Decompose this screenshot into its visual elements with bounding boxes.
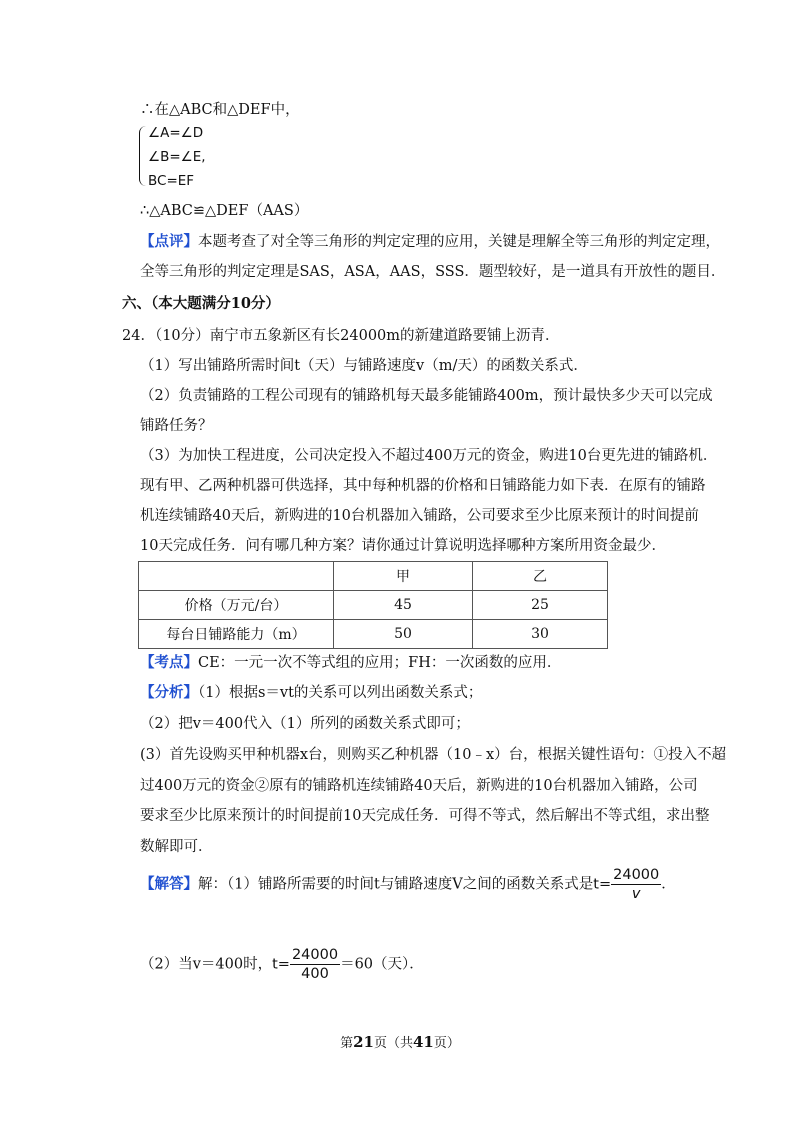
question-24-stem: 24．（10分）南宁市五象新区有长24000m的新建道路要铺上沥青． — [122, 328, 560, 344]
table-cell: 价格（万元/台） — [139, 591, 334, 620]
table-header-cell — [139, 562, 334, 591]
key-points-tag: 【考点】 — [140, 654, 198, 671]
question-part-3-line-4: 10天完成任务．问有哪几种方案？请你通过计算说明选择哪种方案所用资金最少． — [140, 538, 666, 554]
fraction-numerator: 24000 — [291, 947, 339, 963]
analysis-text-1: （1）根据s＝vt的关系可以列出函数关系式； — [198, 685, 483, 701]
question-part-2-line-1: （2）负责铺路的工程公司现有的铺路机每天最多能铺路400m，预计最快多少天可以完成 — [140, 388, 713, 404]
question-part-3-line-1: （3）为加快工程进度，公司决定投入不超过400万元的资金，购进10台更先进的铺路机． — [140, 448, 718, 464]
analysis-line-1 — [140, 683, 482, 703]
fraction-24000-over-400 — [290, 946, 340, 983]
machine-comparison-table — [138, 561, 608, 649]
analysis-tag: 【分析】 — [140, 684, 198, 701]
footer-prefix: 第 — [340, 1036, 354, 1051]
table-row — [139, 620, 608, 649]
analysis-line-5: 要求至少比原来预计的时间提前10天完成任务．可得不等式，然后解出不等式组，求出整 — [140, 808, 710, 824]
fraction-numerator: 24000 — [613, 867, 660, 883]
equation-lhs: t= — [272, 956, 290, 973]
condition-side-bc: BC=EF — [148, 173, 195, 189]
table-cell: 30 — [473, 620, 608, 649]
review-tag: 【点评】 — [140, 233, 198, 250]
question-part-1: （1）写出铺路所需时间t（天）与铺路速度v（m/天）的函数关系式． — [140, 358, 588, 374]
answer-tag: 【解答】 — [140, 875, 198, 893]
total-page-count: 41 — [413, 1033, 434, 1051]
proof-line-1: ∴在△ABC和△DEF中， — [140, 102, 300, 118]
review-paragraph-2: 全等三角形的判定定理是SAS，ASA，AAS，SSS．题型较好，是一道具有开放性的题目． — [140, 264, 726, 280]
table-header-cell: 甲 — [334, 562, 473, 591]
analysis-line-3: (3）首先设购买甲种机器x台，则购买乙种机器（10﹣x）台，根据关键性语句：①投入不超 — [140, 747, 727, 763]
table-cell: 每台日铺路能力（m） — [139, 620, 334, 649]
footer-mid: 页（共 — [373, 1036, 413, 1051]
system-brace — [139, 126, 146, 186]
proof-conclusion: ∴△ABC≌△DEF（AAS） — [140, 203, 309, 219]
fraction-denominator: 400 — [301, 966, 329, 982]
answer-line-1 — [140, 866, 676, 903]
answer-line-2-end: ＝60（天）． — [340, 956, 424, 973]
answer-text-2: （2）当v＝400时， — [140, 956, 273, 973]
condition-angle-a: ∠A=∠D — [148, 125, 204, 141]
table-cell: 50 — [334, 620, 473, 649]
table-cell: 45 — [334, 591, 473, 620]
key-points-text: CE：一元一次不等式组的应用；FH：一次函数的应用． — [198, 655, 562, 671]
condition-angle-b: ∠B=∠E, — [148, 149, 206, 165]
answer-text-1: 解：（1）铺路所需要的时间t与铺路速度V之间的函数关系式是 — [198, 876, 594, 893]
table-header-cell: 乙 — [473, 562, 608, 591]
review-paragraph-1 — [140, 232, 720, 252]
table-header-row — [139, 562, 608, 591]
footer-suffix: 页） — [433, 1036, 460, 1051]
fraction-denominator: v — [631, 886, 641, 902]
question-part-3-line-3: 机连续铺路40天后，新购进的10台机器加入铺路，公司要求至少比原来预计的时间提前 — [140, 508, 699, 524]
section-heading: 六、（本大题满分10分） — [122, 295, 280, 312]
table-cell: 25 — [473, 591, 608, 620]
analysis-line-6: 数解即可． — [140, 839, 213, 855]
answer-line-2 — [140, 946, 424, 983]
equation-lhs: t= — [593, 876, 612, 893]
question-part-3-line-2: 现有甲、乙两种机器可供选择，其中每种机器的价格和日铺路能力如下表．在原有的铺路 — [140, 478, 706, 494]
table-row — [139, 591, 608, 620]
analysis-line-4: 过400万元的资金②原有的铺路机连续铺路40天后，新购进的10台机器加入铺路，公司 — [140, 778, 698, 794]
review-text-1: 本题考查了对全等三角形的判定定理的应用，关键是理解全等三角形的判定定理， — [198, 234, 720, 250]
fraction-24000-over-v — [611, 866, 661, 903]
key-points-line — [140, 653, 561, 673]
answer-line-1-end: ． — [661, 876, 676, 893]
question-part-2-line-2: 铺路任务？ — [140, 418, 213, 434]
page-footer — [0, 1032, 800, 1051]
current-page-number: 21 — [353, 1033, 374, 1051]
analysis-line-2: （2）把v＝400代入（1）所列的函数关系式即可； — [140, 716, 470, 732]
